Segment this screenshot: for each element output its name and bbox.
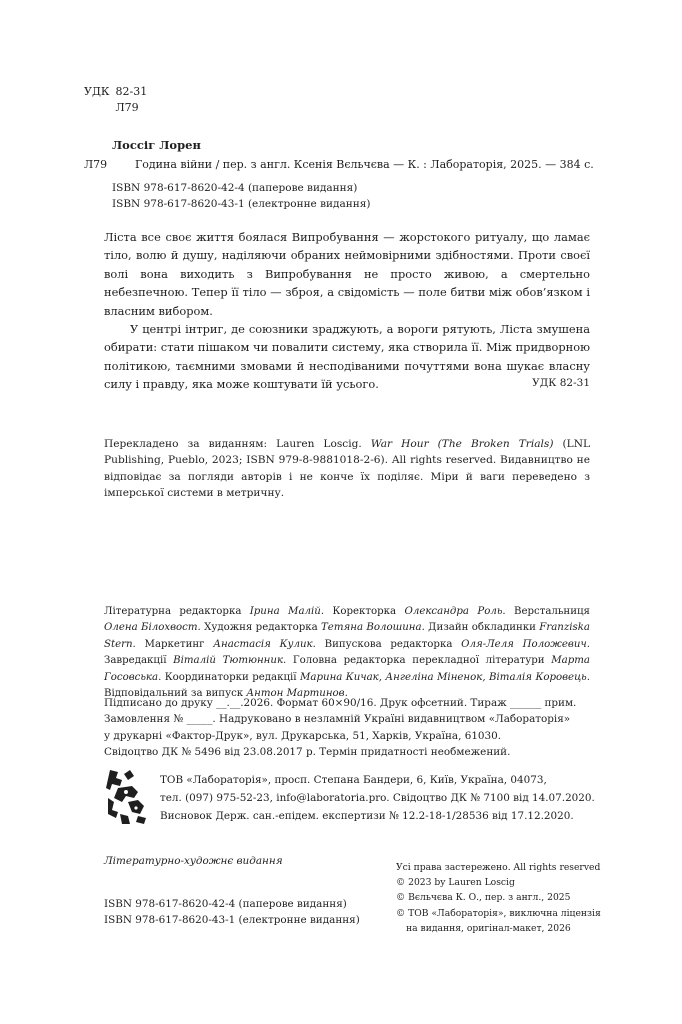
rights-line: © Вєльчєва К. О., пер. з англ., 2025 [396,892,571,904]
bib-description: Година війни / пер. з англ. Ксенія Вєльчєва — К. : Лабораторія, 2025. — 384 с. [135,158,594,171]
credit-text: . Коректорка [320,606,405,617]
credit-name: Ірина Малій [249,606,321,617]
author-name: Лоссіг Лорен [112,138,201,152]
credit-text: . Головна редакторка перекладної літератури [283,655,552,667]
annotation-paragraph-1: Ліста все своє життя боялася Випробування — жорстокого ритуалу, що ламає тіло, волю й душу, наділяючи обраних неймовірними здібностями. Проти своєї волі вона виходить з Випробування не просто живою, а смертельно небезпечною. Тепер її тіло — зброя, а свідомість — поле битви між обов’язком і власним вибором. [104,230,590,318]
genre-label: Літературно-художнє видання [104,855,283,867]
credit-name: Олександра Роль [404,606,503,617]
credit-name: Віталій Тютюнник [173,655,284,667]
annotation [104,228,590,394]
translation-note [104,436,590,502]
rights-line: © 2023 by Lauren Loscig [396,877,515,889]
udk-right: УДК 82-31 [532,377,590,389]
publisher-line-3: Висновок Держ. сан.-епідем. експертизи № 12.2-18-1/28536 від 17.12.2020. [160,810,574,822]
publisher-line-2: тел. (097) 975-52-23, info@laboratoria.pro. Свідоцтво ДК № 7100 від 14.07.2020. [160,792,595,804]
author-code: Л79 [115,101,139,114]
translation-suffix: (LNL Publishing, Pueblo, 2023; ISBN 979-8-9881018-2-6). All rights reserved. Видавництво не відповідає за погляди авторів і не конче їх поділяє. Міри й ваги переведено з імперської системи в метричну. [104,438,591,500]
credits [104,604,590,702]
udk-label: УДК [84,85,110,98]
credit-text: . Дизайн обкладинки [421,622,540,634]
credit-name: Марина Кичак, Ангеліна Міненок, Віталія Коровець [300,671,587,683]
credit-name: Марта Госовська [104,655,590,683]
publisher-info [160,771,595,825]
bibliographic-line [84,158,594,171]
isbn-block-top [112,180,370,212]
original-title: War Hour (The Broken Trials) [370,438,554,450]
bib-author-code: Л79 [84,158,108,171]
print-info-line-4: Свідоцтво ДК № 5496 від 23.08.2017 р. Термін придатності необмежений. [104,746,511,759]
credit-text: . Художня редакторка [197,622,321,634]
rights-line: © ТОВ «Лабораторія», виключна ліцензія [396,907,601,919]
annotation-paragraph-2: У центрі інтриг, де союзники зраджують, а вороги рятують, Ліста змушена обирати: стати пішаком чи повалити систему, яка створила її. Між придворною політикою, таємними змовами й несподіваними почуттями вона шукає власну силу і правду, яка може коштувати їй усього. [104,322,590,392]
credit-text: . Маркетинг [132,638,214,650]
isbn-electronic: ISBN 978-617-8620-43-1 (електронне видання) [112,198,371,210]
print-info-line-2: Замовлення № _____. Надруковано в незламній Україні видавництвом «Лабораторія» [104,713,571,726]
credit-text: Літературна редакторка [104,606,250,617]
credit-text: . Верстальниця [502,606,590,617]
udk-value: 82-31 [115,85,148,98]
credit-name: Анастасія Кулик [213,638,313,650]
print-info-line-1: Підписано до друку __.__.2026. Формат 60×90/16. Друк офсетний. Тираж ______ прим. [104,697,577,709]
credit-name: Антон Мартинов [246,688,345,700]
isbn-paper: ISBN 978-617-8620-42-4 (паперове видання) [112,182,358,194]
rights-line: на видання, оригінал-макет, 2026 [406,922,571,934]
rights-line: Усі права застережено. All rights reserved [396,862,601,873]
credit-text: . [344,688,348,700]
credit-text: . Випускова редакторка [312,638,462,650]
credit-name: Тетяна Волошина [321,622,422,634]
credit-name: Franziska Stern [104,622,590,650]
print-info [104,695,590,761]
translation-prefix: Перекладено за виданням: Lauren Loscig. [104,438,371,450]
laboratoria-logo-icon [104,768,150,826]
udk-block [84,84,147,116]
credit-name: Оля-Леля Положевич [461,638,587,650]
publisher-line-1: ТОВ «Лабораторія», просп. Степана Бандери, 6, Київ, Україна, 04073, [160,774,547,786]
credit-text: . Завредакції [104,638,590,667]
credit-text: . Координаторки редакції [158,671,300,683]
print-info-line-3: у друкарні «Фактор-Друк», вул. Друкарська, 51, Харків, Україна, 61030. [104,729,502,742]
isbn-paper-bottom: ISBN 978-617-8620-42-4 (паперове видання) [104,898,347,910]
credit-text: . Відповідальний за випуск [104,671,590,700]
isbn-block-bottom [104,896,360,929]
credit-name: Олена Білохвост [104,622,198,634]
isbn-electronic-bottom: ISBN 978-617-8620-43-1 (електронне видання) [104,914,360,927]
rights-block [396,860,601,936]
